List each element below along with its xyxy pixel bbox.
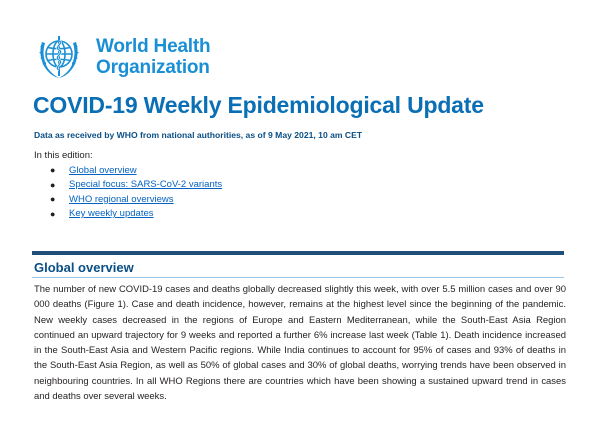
page-title: COVID-19 Weekly Epidemiological Update (33, 92, 484, 118)
edition-link-list (50, 163, 222, 221)
link-regional-overviews[interactable]: WHO regional overviews (69, 193, 174, 205)
list-item (50, 192, 222, 207)
edition-label: In this edition: (34, 150, 93, 161)
bullet-icon: ● (50, 208, 56, 219)
organization-name (96, 36, 210, 78)
list-item (50, 163, 222, 178)
who-logo (34, 32, 264, 86)
global-overview-paragraph: The number of new COVID-19 cases and deaths globally decreased slightly this week, with over 5.5 million cases and over 90 000 deaths (Figure 1). Case and death incidence, however, remains at the highest level since the beginning of the pandemic. New weekly cases decreased in the regions of Europe and Eastern Mediterranean, while the South-East Asia Region continued an upward trajectory for 9 weeks and reported a further 6% increase last week (Table 1). Death incidence increased in the South-East Asia and Western Pacific regions. While India continues to account for 95% of cases and 93% of deaths in the South-East Asia Region, as well as 50% of global cases and 30% of global deaths, worrying trends have been observed in neighbouring countries. In all WHO Regions there are countries which have been showing a sustained upward trend in cases and deaths over several weeks. (34, 284, 566, 403)
list-item (50, 178, 222, 193)
data-source-note: Data as received by WHO from national authorities, as of 9 May 2021, 10 am CET (34, 130, 363, 140)
who-emblem-icon (34, 32, 84, 82)
section-underline (32, 277, 564, 278)
section-heading: Global overview (34, 260, 134, 275)
bullet-icon: ● (50, 165, 56, 176)
link-special-focus-variants[interactable]: Special focus: SARS-CoV-2 variants (69, 179, 223, 191)
org-name-line2: Organization (96, 57, 210, 78)
link-key-weekly-updates[interactable]: Key weekly updates (69, 208, 154, 220)
link-global-overview[interactable]: Global overview (69, 164, 137, 176)
bullet-icon: ● (50, 194, 56, 205)
section-divider (32, 251, 564, 255)
bullet-icon: ● (50, 179, 56, 190)
list-item (50, 207, 222, 222)
org-name-line1: World Health (96, 36, 211, 57)
